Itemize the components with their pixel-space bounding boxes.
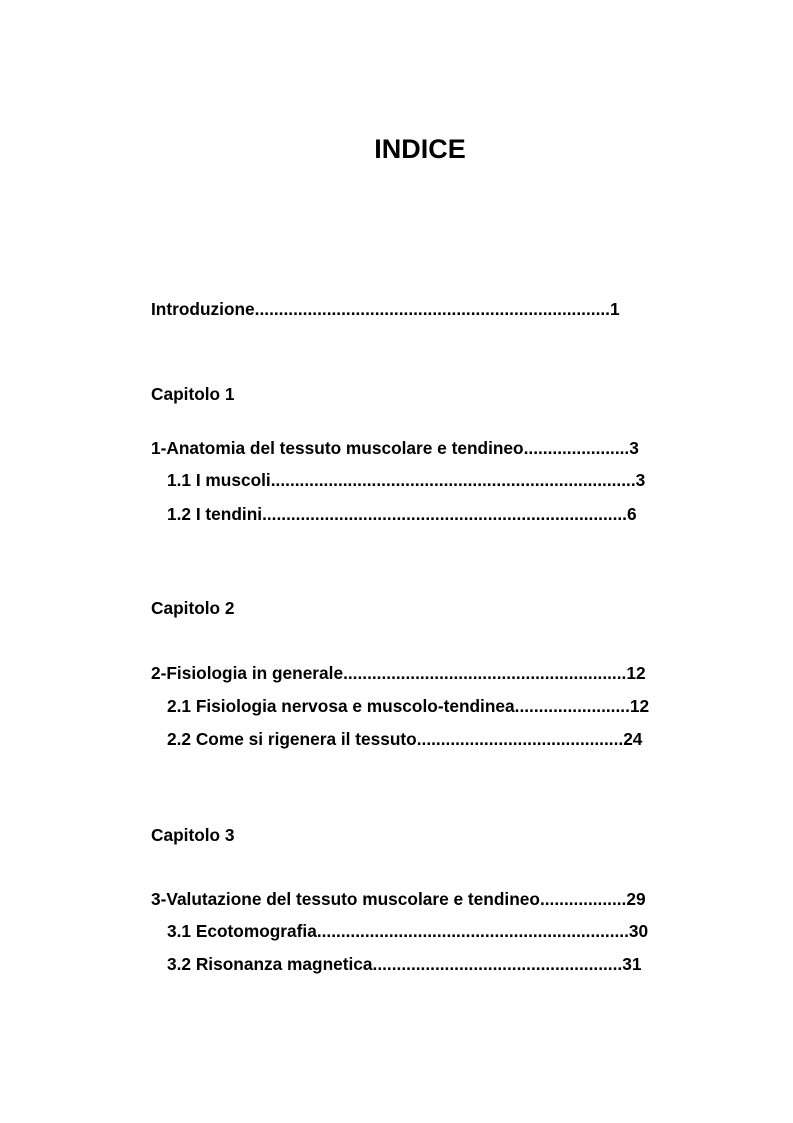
toc-entry-label: 3-Valutazione del tessuto muscolare e tendineo — [151, 889, 540, 909]
toc-page-number: 12 — [629, 696, 650, 716]
toc-entry-section-2-2[interactable] — [167, 728, 642, 750]
toc-leader-dots: ........................................... — [416, 729, 624, 749]
toc-entry-label: 1.1 I muscoli — [167, 470, 271, 490]
toc-entry-label: 3.1 Ecotomografia — [167, 921, 317, 941]
toc-entry-label: 1.2 I tendini. — [167, 504, 267, 524]
toc-entry-label: 1-Anatomia del tessuto muscolare e tendineo — [151, 438, 524, 458]
toc-page-number: 12 — [626, 663, 646, 683]
toc-page-number: 1 — [609, 299, 620, 319]
toc-page-number: 3 — [629, 438, 639, 458]
chapter-1-heading: Capitolo 1 — [151, 384, 235, 404]
chapter-2-heading: Capitolo 2 — [151, 598, 235, 618]
toc-entry-chapter-3[interactable] — [151, 888, 646, 910]
toc-leader-dots: .................................................... — [372, 954, 623, 974]
toc-leader-dots: ................................................................. — [316, 921, 629, 941]
toc-entry-label: 2.2 Come si rigenera il tessuto — [167, 729, 417, 749]
toc-leader-dots: ............................................................................ — [270, 470, 636, 490]
toc-page-number: 24 — [623, 729, 643, 749]
page-title: INDICE — [374, 134, 466, 164]
toc-leader-dots: ...................... — [523, 438, 630, 458]
toc-entry-section-1-2[interactable] — [167, 503, 637, 525]
toc-entry-label: 2.1 Fisiologia nervosa e muscolo-tendinea — [167, 696, 515, 716]
toc-page-number: 6 — [626, 504, 637, 524]
toc-entry-section-1-1[interactable] — [167, 469, 645, 491]
chapter-3-heading: Capitolo 3 — [151, 825, 235, 845]
toc-leader-dots: ........................................................... — [343, 663, 627, 683]
toc-leader-dots: ........................................................................... — [266, 504, 627, 524]
toc-leader-dots: .................. — [539, 889, 627, 909]
toc-leader-dots: .......................................................................... — [254, 299, 610, 319]
toc-entry-label: 3.2 Risonanza magnetica — [167, 954, 373, 974]
toc-entry-section-3-1[interactable] — [167, 920, 648, 942]
toc-page-number: 29 — [626, 889, 646, 909]
toc-entry-section-3-2[interactable] — [167, 953, 641, 975]
toc-leader-dots: ........................ — [514, 696, 630, 716]
toc-entry-introduzione[interactable] — [151, 298, 620, 320]
toc-entry-chapter-1[interactable] — [151, 437, 639, 459]
toc-entry-label: 2-Fisiologia in generale — [151, 663, 344, 683]
toc-entry-label: Introduzione — [151, 299, 255, 319]
toc-page-number: 30 — [628, 921, 649, 941]
toc-entry-section-2-1[interactable] — [167, 695, 649, 717]
toc-page-number: 31 — [622, 954, 642, 974]
toc-page-number: 3 — [635, 470, 646, 490]
toc-entry-chapter-2[interactable] — [151, 662, 646, 684]
